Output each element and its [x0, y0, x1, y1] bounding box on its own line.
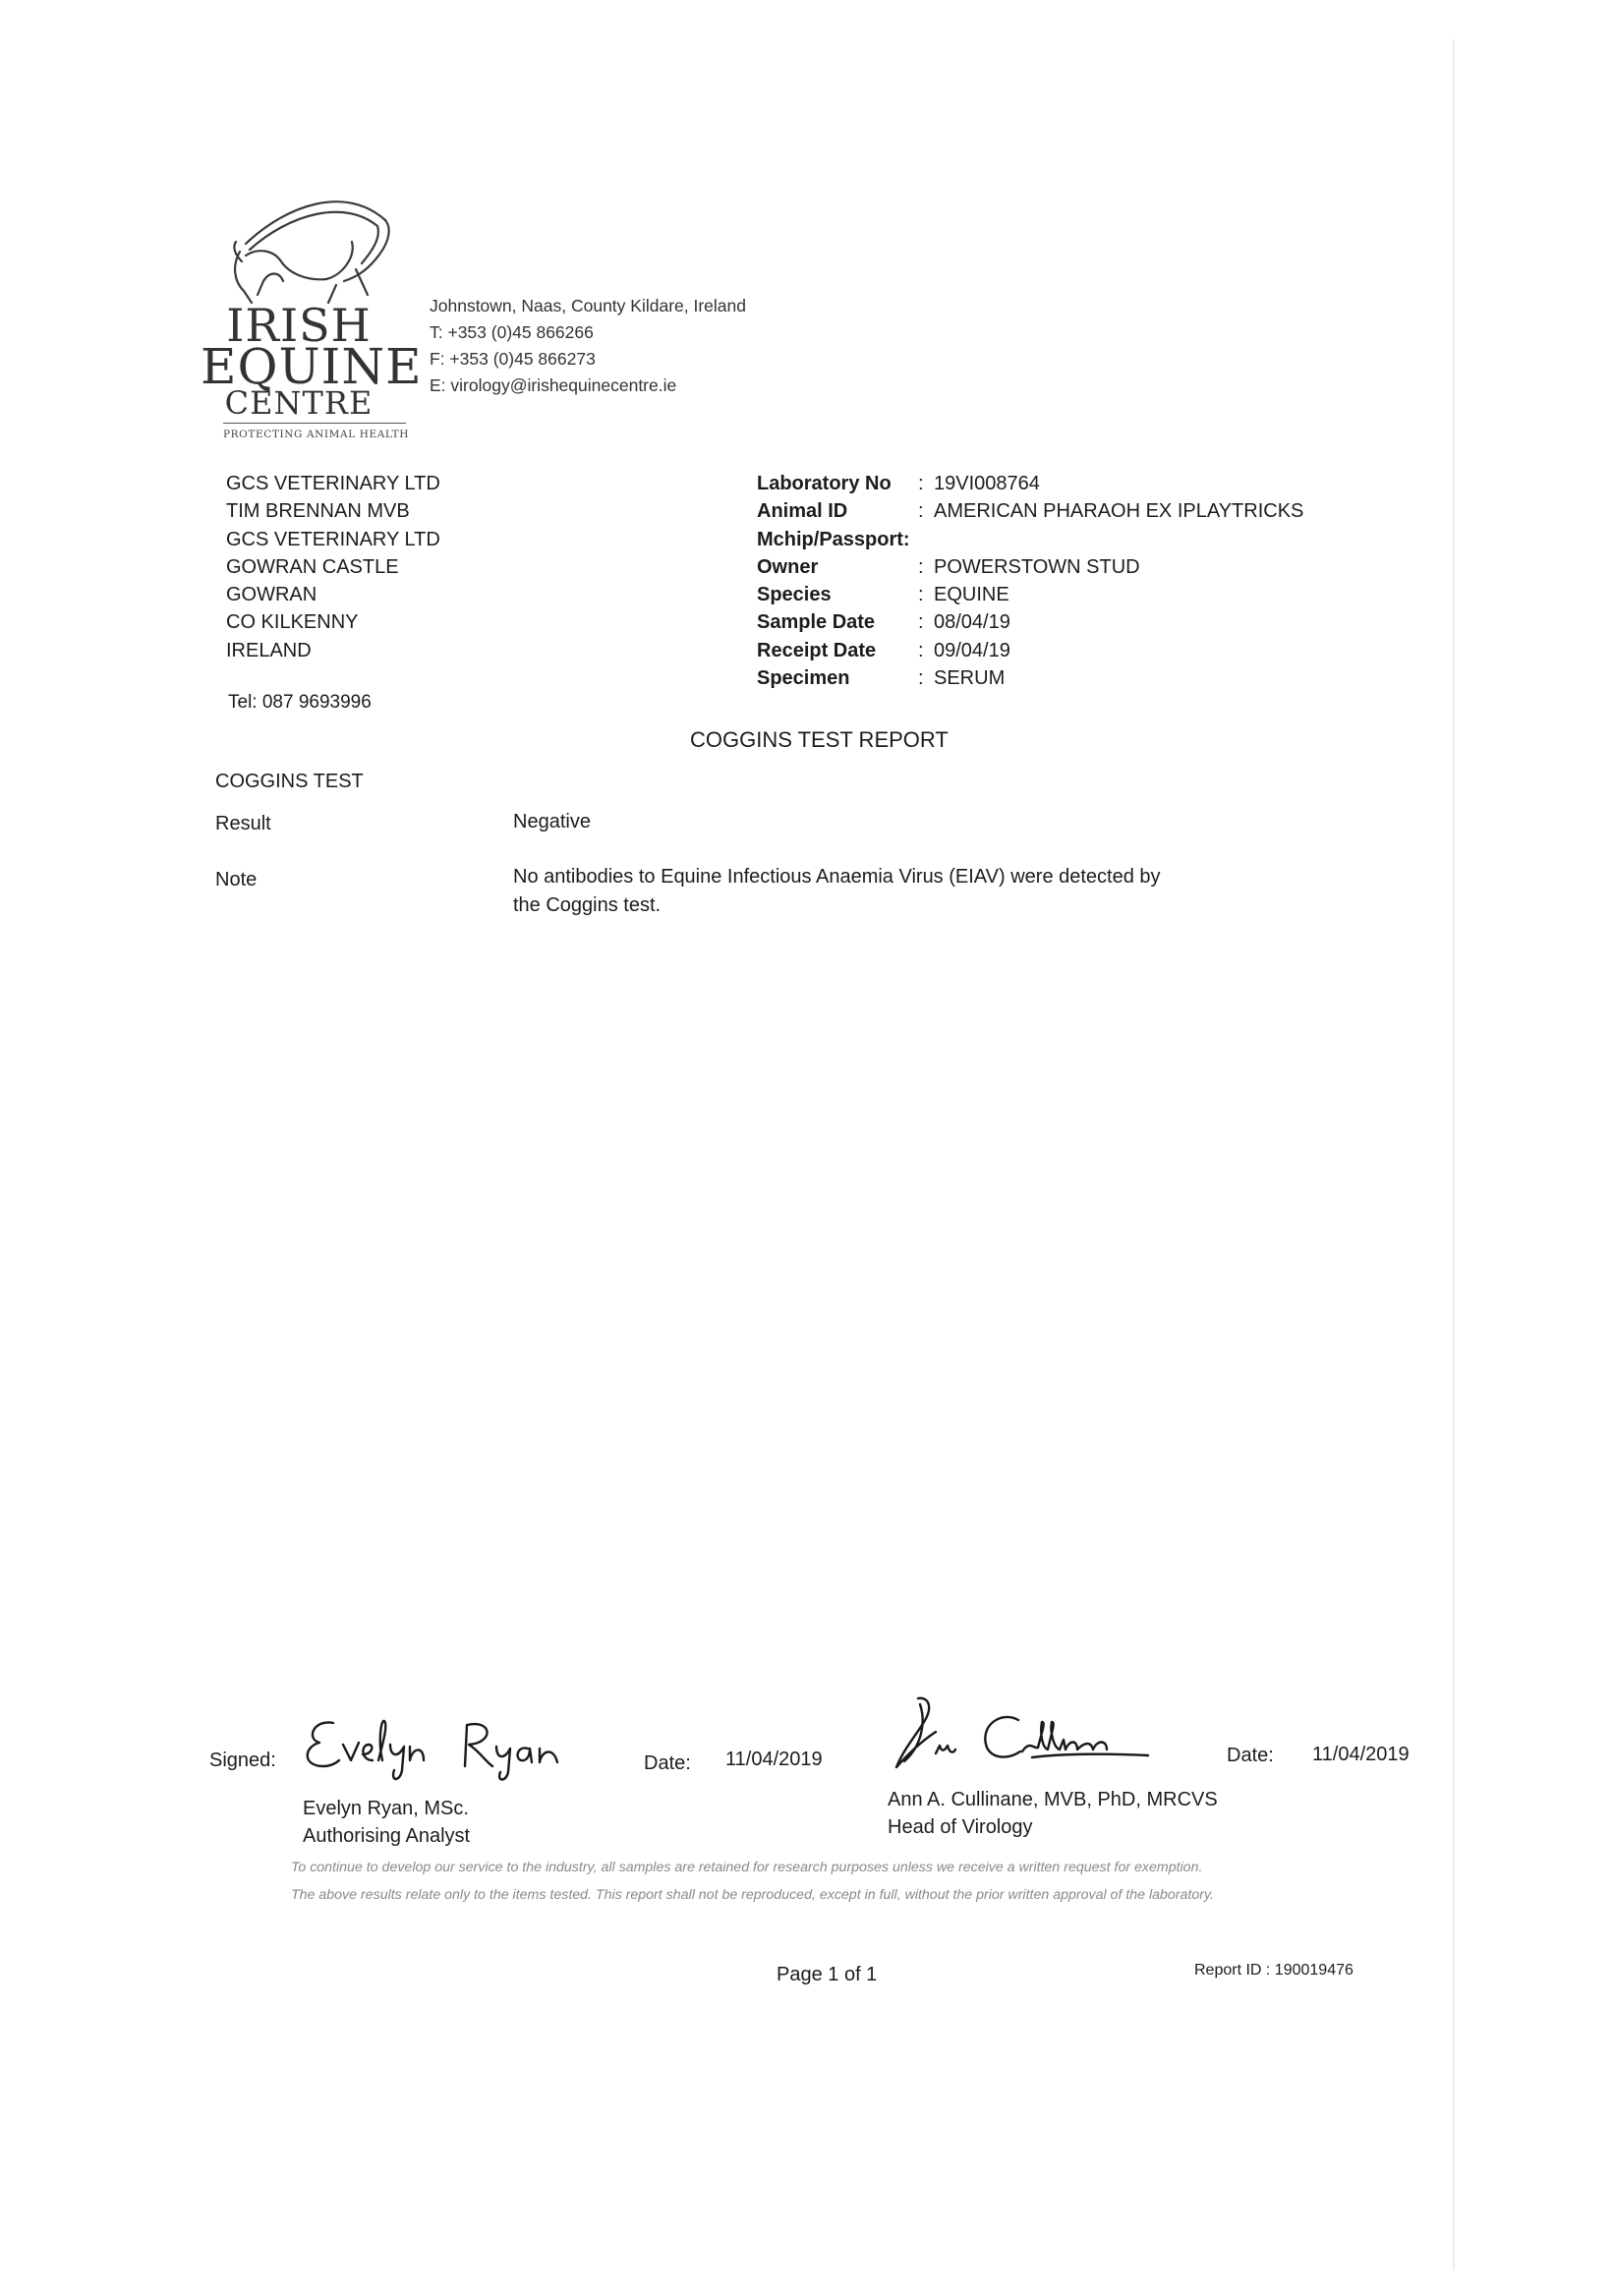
logo-tagline: PROTECTING ANIMAL HEALTH — [223, 429, 409, 440]
disclaimer-line: To continue to develop our service to the industry, all samples are retained for research purposes unless we receive a written request for exemption. — [291, 1860, 1203, 1875]
detail-row — [757, 637, 1303, 664]
letterhead-contact — [430, 293, 746, 399]
detail-row — [757, 608, 1303, 636]
scan-edge — [1453, 39, 1455, 2270]
detail-row — [757, 497, 1303, 525]
signer1-block — [303, 1795, 470, 1850]
irish-equine-centre-logo — [201, 187, 423, 452]
logo-word-irish: IRISH — [226, 299, 372, 352]
detail-value: SERUM — [934, 667, 1006, 690]
detail-value: 19VI008764 — [934, 473, 1040, 494]
detail-value: 09/04/19 — [934, 639, 1010, 661]
signed-label: Signed: — [209, 1750, 276, 1771]
note-label: Note — [215, 869, 258, 890]
date-label-2: Date: — [1227, 1745, 1274, 1766]
note-text — [513, 863, 1161, 920]
detail-value: AMERICAN PHARAOH EX IPLAYTRICKS — [934, 500, 1304, 523]
recipient-line: GOWRAN CASTLE — [226, 555, 399, 578]
detail-label: Sample Date — [757, 611, 876, 634]
letterhead-phone: T: +353 (0)45 866266 — [430, 322, 594, 342]
disclaimer-line: The above results relate only to the items tested. This report shall not be reproduced, except in full, without the prior written approval of the laboratory. — [291, 1887, 1214, 1903]
detail-row — [757, 553, 1303, 581]
detail-separator: : — [918, 473, 924, 494]
detail-value: EQUINE — [934, 584, 1009, 606]
page-number: Page 1 of 1 — [777, 1964, 878, 1985]
detail-label: Mchip/Passport: — [757, 528, 910, 550]
logo-rule — [223, 423, 406, 424]
date-label-1: Date: — [644, 1752, 691, 1774]
recipient-line: GOWRAN — [226, 584, 317, 606]
signature-evelyn-ryan — [300, 1705, 575, 1789]
detail-row — [757, 581, 1303, 608]
recipient-line: CO KILKENNY — [226, 611, 359, 634]
logo-word-equine: EQUINE — [201, 338, 423, 395]
signer1-title: Authorising Analyst — [303, 1825, 471, 1847]
letterhead-email: E: virology@irishequinecentre.ie — [430, 375, 677, 395]
detail-label: Specimen — [757, 667, 850, 690]
horse-logo-icon — [218, 187, 415, 305]
section-title: COGGINS TEST — [215, 771, 364, 792]
detail-row — [757, 470, 1303, 497]
letterhead-fax: F: +353 (0)45 866273 — [430, 349, 596, 369]
signer2-title: Head of Virology — [888, 1816, 1033, 1838]
result-value: Negative — [513, 811, 591, 832]
detail-separator: : — [918, 639, 924, 661]
detail-row — [757, 526, 1303, 553]
detail-row — [757, 664, 1303, 692]
detail-label: Owner — [757, 555, 819, 578]
recipient-address — [226, 470, 440, 664]
note-line: No antibodies to Equine Infectious Anaemia Virus (EIAV) were detected by — [513, 866, 1161, 888]
detail-value: 08/04/19 — [934, 611, 1010, 634]
note-line: the Coggins test. — [513, 894, 662, 916]
signer2-block — [888, 1786, 1218, 1841]
detail-separator: : — [918, 500, 924, 523]
result-label: Result — [215, 813, 271, 834]
detail-value: POWERSTOWN STUD — [934, 555, 1140, 578]
recipient-tel: Tel: 087 9693996 — [228, 692, 372, 713]
report-id: Report ID : 190019476 — [1194, 1962, 1354, 1979]
detail-label: Animal ID — [757, 500, 848, 523]
letterhead-address: Johnstown, Naas, County Kildare, Ireland — [430, 296, 746, 316]
detail-separator: : — [918, 584, 924, 606]
date-1: 11/04/2019 — [725, 1749, 823, 1770]
sample-details — [757, 470, 1303, 692]
detail-separator — [918, 526, 934, 553]
detail-label: Species — [757, 584, 832, 606]
signature-ann-cullinane — [885, 1693, 1160, 1786]
detail-separator: : — [918, 667, 924, 690]
signer1-name: Evelyn Ryan, MSc. — [303, 1798, 469, 1819]
disclaimer — [291, 1854, 1214, 1909]
date-2: 11/04/2019 — [1312, 1744, 1410, 1765]
recipient-line: IRELAND — [226, 639, 312, 661]
recipient-line: GCS VETERINARY LTD — [226, 473, 440, 494]
detail-label: Receipt Date — [757, 639, 877, 661]
logo-word-centre: CENTRE — [224, 384, 374, 422]
recipient-line: GCS VETERINARY LTD — [226, 528, 440, 550]
recipient-line: TIM BRENNAN MVB — [226, 500, 410, 523]
signer2-name: Ann A. Cullinane, MVB, PhD, MRCVS — [888, 1789, 1218, 1810]
detail-separator: : — [918, 555, 924, 578]
detail-separator: : — [918, 611, 924, 634]
detail-label: Laboratory No — [757, 473, 892, 494]
report-title: COGGINS TEST REPORT — [690, 727, 949, 752]
